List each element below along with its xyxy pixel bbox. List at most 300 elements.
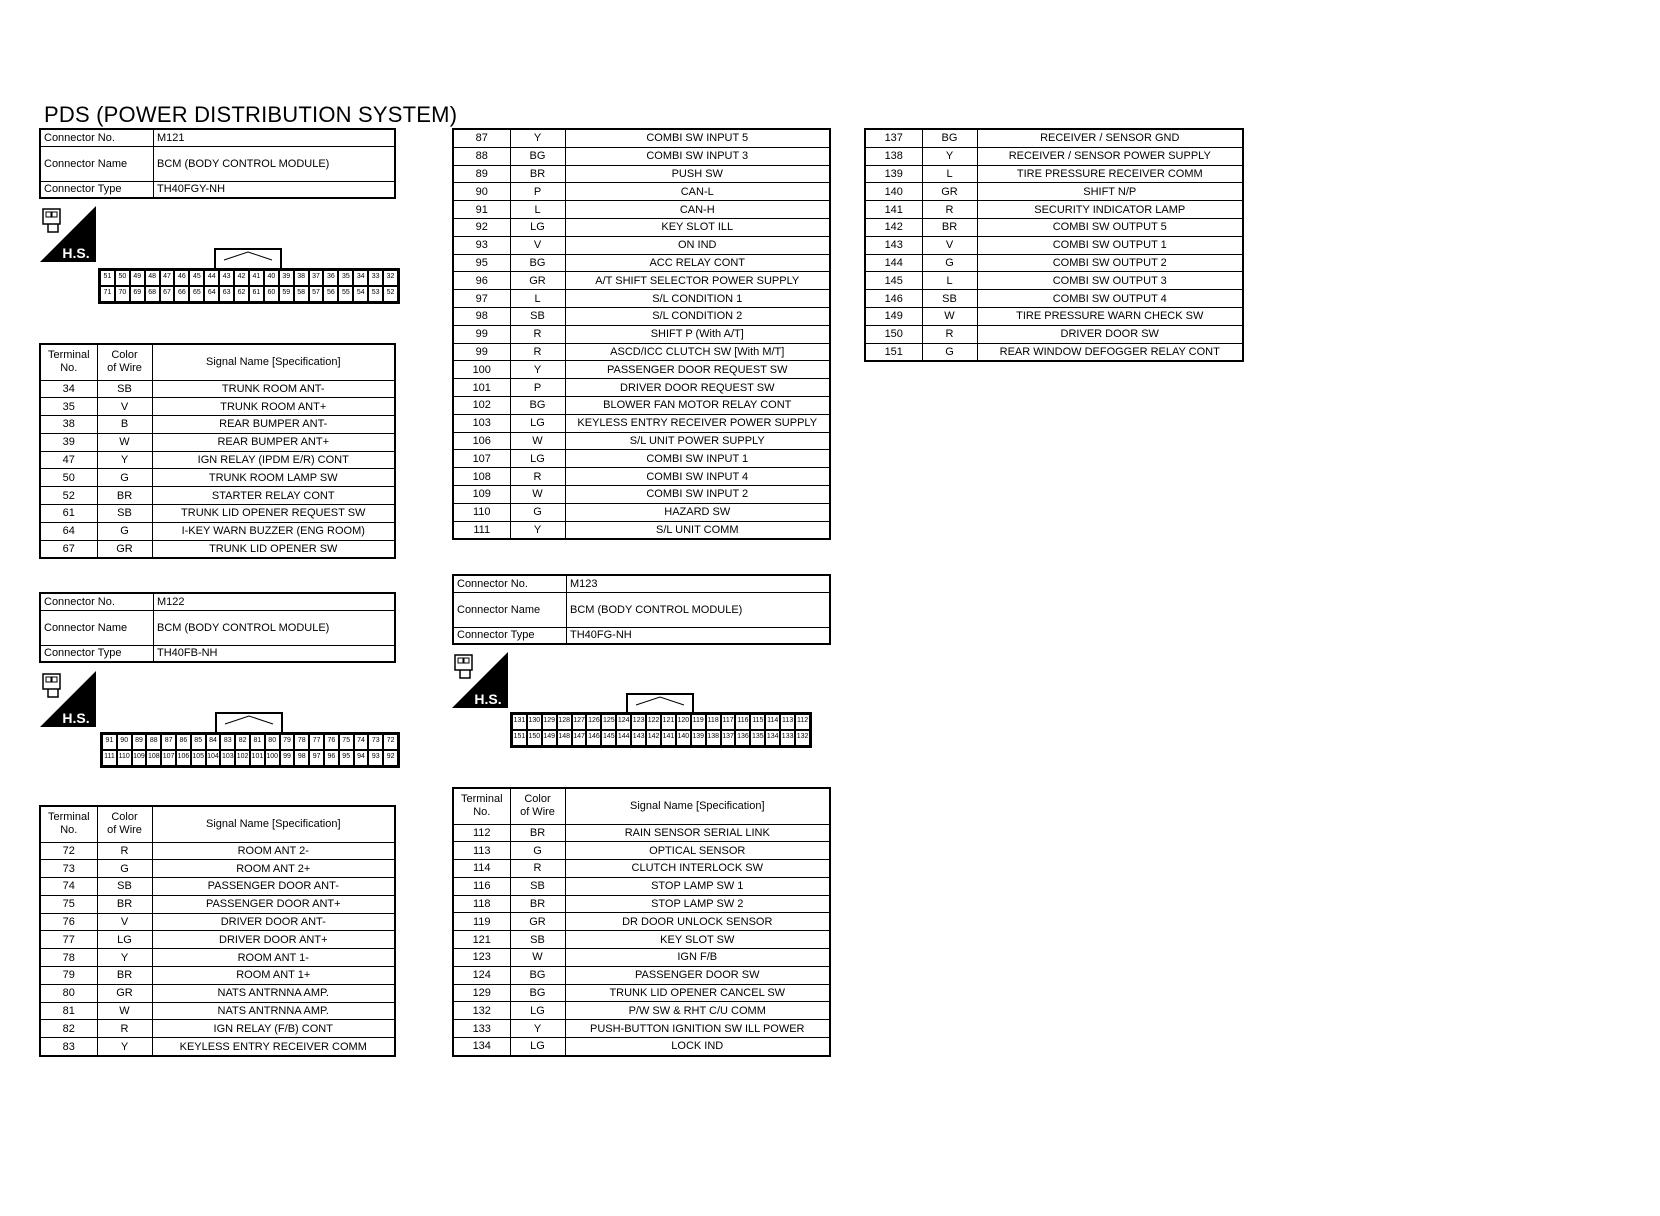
wire-color-cell: G [922,254,977,272]
terminal-no-cell: 77 [40,931,97,949]
terminal-no-cell: 98 [453,307,510,325]
table-row [453,129,830,147]
table-row [453,254,830,272]
pin-cell: 127 [572,714,587,730]
pin-cell: 110 [117,750,132,766]
table-row [865,254,1243,272]
pin-cell: 101 [250,750,265,766]
hs-label: H.S. [62,710,90,726]
table-row [40,931,395,949]
terminal-no-cell: 73 [40,860,97,878]
wire-color-cell: BR [510,824,565,842]
table-row [40,1038,395,1056]
pin-cell: 75 [339,734,354,750]
wire-color-cell: G [97,860,152,878]
signal-name-cell: IGN F/B [565,949,830,967]
table-row [453,521,830,539]
signal-name-cell: COMBI SW INPUT 1 [565,450,830,468]
wire-color-cell: SB [510,307,565,325]
terminal-no-cell: 124 [453,966,510,984]
pin-cell: 66 [174,286,189,302]
pin-cell: 60 [264,286,279,302]
signal-name-cell: PUSH SW [565,165,830,183]
terminal-no-cell: 109 [453,485,510,503]
pin-cell: 150 [527,730,542,746]
terminal-no-cell: 93 [453,236,510,254]
table-row [453,361,830,379]
terminal-no-cell: 80 [40,984,97,1002]
table-row [453,343,830,361]
signal-name-cell: DR DOOR UNLOCK SENSOR [565,913,830,931]
table-row [453,379,830,397]
pin-cell: 85 [191,734,206,750]
pin-cell: 92 [383,750,398,766]
pin-cell: 52 [383,286,398,302]
pin-cell: 50 [115,270,130,286]
pin-cell: 77 [309,734,324,750]
wire-color-cell: Y [97,1038,152,1056]
m121-terminal-table [39,343,396,559]
signal-name-cell: DRIVER DOOR REQUEST SW [565,379,830,397]
terminal-no-cell: 101 [453,379,510,397]
terminal-no-cell: 139 [865,165,922,183]
wire-color-cell: R [510,325,565,343]
signal-name-cell: COMBI SW INPUT 4 [565,468,830,486]
wire-color-cell: GR [510,272,565,290]
m121-info-table [39,128,396,199]
wire-color-cell: V [510,236,565,254]
terminal-no-cell: 138 [865,147,922,165]
signal-name-cell: TRUNK ROOM ANT- [152,380,395,398]
connector-name-label: Connector Name [40,146,154,181]
pin-cell: 107 [161,750,176,766]
pin-cell: 123 [631,714,646,730]
pin-cell: 86 [176,734,191,750]
wire-color-cell: W [510,485,565,503]
pin-cell: 151 [512,730,527,746]
signal-name-cell: KEYLESS ENTRY RECEIVER POWER SUPPLY [565,414,830,432]
terminal-no-cell: 137 [865,129,922,147]
pin-cell: 106 [176,750,191,766]
table-row [865,343,1243,361]
terminal-no-cell: 78 [40,949,97,967]
signal-name-cell: STOP LAMP SW 2 [565,895,830,913]
signal-name-cell: COMBI SW OUTPUT 2 [977,254,1243,272]
terminal-no-cell: 111 [453,521,510,539]
pin-cell: 90 [117,734,132,750]
signal-name-cell: S/L CONDITION 2 [565,307,830,325]
table-row [40,451,395,469]
pin-cell: 112 [795,714,810,730]
pin-cell: 45 [189,270,204,286]
terminal-no-cell: 132 [453,1002,510,1020]
terminal-no-cell: 87 [453,129,510,147]
connector-no-label: Connector No. [453,575,567,592]
wire-color-cell: GR [97,984,152,1002]
pin-cell: 69 [130,286,145,302]
table-row [40,878,395,896]
table-row [453,984,830,1002]
signal-name-cell: PASSENGER DOOR REQUEST SW [565,361,830,379]
m122-info-table [39,592,396,663]
signal-name-header: Signal Name [Specification] [565,788,830,824]
pin-cell: 145 [601,730,616,746]
pin-cell: 62 [234,286,249,302]
signal-name-cell: ROOM ANT 1+ [152,967,395,985]
terminal-no-cell: 64 [40,522,97,540]
pin-cell: 119 [691,714,706,730]
terminal-no-cell: 50 [40,469,97,487]
wire-color-cell: R [97,1020,152,1038]
pin-cell: 84 [206,734,221,750]
signal-name-cell: KEY SLOT SW [565,931,830,949]
signal-name-cell: SHIFT N/P [977,183,1243,201]
terminal-no-cell: 91 [453,201,510,219]
pin-cell: 61 [249,286,264,302]
table-row [453,201,830,219]
terminal-no-cell: 133 [453,1020,510,1038]
pin-cell: 59 [279,286,294,302]
connector-no-value: M123 [567,575,831,592]
table-row [40,967,395,985]
wire-color-cell: BG [510,984,565,1002]
pin-cell: 104 [206,750,221,766]
wire-color-cell: G [510,842,565,860]
signal-name-cell: KEY SLOT ILL [565,218,830,236]
table-row [40,505,395,523]
wire-color-cell: BG [510,396,565,414]
terminal-no-cell: 110 [453,503,510,521]
pin-cell: 125 [601,714,616,730]
signal-name-cell: ON IND [565,236,830,254]
table-row [453,414,830,432]
pin-cell: 49 [130,270,145,286]
wire-color-cell: G [97,522,152,540]
table-row [453,236,830,254]
table-row [40,913,395,931]
wire-color-cell: V [97,913,152,931]
pin-cell: 74 [354,734,369,750]
wire-color-cell: SB [97,505,152,523]
pin-cell: 103 [220,750,235,766]
wire-color-cell: G [510,503,565,521]
pin-cell: 116 [735,714,750,730]
wire-color-cell: LG [510,450,565,468]
pin-cell: 131 [512,714,527,730]
pin-cell: 133 [780,730,795,746]
pin-cell: 139 [691,730,706,746]
signal-name-cell: NATS ANTRNNA AMP. [152,984,395,1002]
harness-side-icon [40,671,96,727]
terminal-no-cell: 67 [40,540,97,558]
terminal-no-cell: 116 [453,877,510,895]
m121-pin-grid [98,268,400,304]
wire-color-cell: Y [97,949,152,967]
wire-color-cell: R [510,468,565,486]
m123-terminal-table-continued [864,128,1244,362]
wire-color-cell: SB [922,290,977,308]
table-row [453,1002,830,1020]
table-row [453,503,830,521]
pin-cell: 33 [368,270,383,286]
wire-color-cell: Y [510,129,565,147]
connector-type-label: Connector Type [40,645,154,662]
wire-color-cell: W [510,432,565,450]
signal-name-cell: PUSH-BUTTON IGNITION SW ILL POWER [565,1020,830,1038]
m123-terminal-table [452,787,831,1057]
table-row [865,218,1243,236]
terminal-no-cell: 103 [453,414,510,432]
pin-cell: 91 [102,734,117,750]
signal-name-cell: ACC RELAY CONT [565,254,830,272]
terminal-no-cell: 129 [453,984,510,1002]
m122-pin-grid [100,732,400,768]
table-row [40,469,395,487]
pin-cell: 146 [586,730,601,746]
pin-cell: 57 [309,286,324,302]
terminal-no-cell: 108 [453,468,510,486]
wire-color-cell: GR [510,913,565,931]
signal-name-cell: REAR BUMPER ANT- [152,416,395,434]
signal-name-cell: PASSENGER DOOR ANT- [152,878,395,896]
terminal-no-cell: 112 [453,824,510,842]
signal-name-cell: PASSENGER DOOR ANT+ [152,895,395,913]
signal-name-cell: I-KEY WARN BUZZER (ENG ROOM) [152,522,395,540]
table-row [453,468,830,486]
pin-cell: 129 [542,714,557,730]
terminal-no-cell: 95 [453,254,510,272]
pin-cell: 109 [132,750,147,766]
wire-color-cell: Y [510,1020,565,1038]
connector-name-label: Connector Name [453,592,567,627]
table-row [453,165,830,183]
table-row [40,522,395,540]
pin-cell: 141 [661,730,676,746]
wire-color-cell: W [97,1002,152,1020]
wire-color-cell: LG [97,931,152,949]
harness-side-icon [40,206,96,262]
pin-cell: 142 [646,730,661,746]
m123-info-table [452,574,831,645]
wire-color-cell: V [922,236,977,254]
terminal-no-cell: 72 [40,842,97,860]
pin-cell: 32 [383,270,398,286]
terminal-no-cell: 142 [865,218,922,236]
hs-label: H.S. [474,691,502,707]
terminal-no-cell: 92 [453,218,510,236]
wire-color-cell: B [97,416,152,434]
signal-name-cell: SECURITY INDICATOR LAMP [977,201,1243,219]
wire-color-cell: W [97,433,152,451]
signal-name-cell: TRUNK ROOM ANT+ [152,398,395,416]
terminal-no-cell: 144 [865,254,922,272]
table-row [453,396,830,414]
connector-no-value: M122 [154,593,396,610]
wire-color-cell: Y [97,451,152,469]
m122-terminal-table [39,805,396,1057]
pin-cell: 36 [323,270,338,286]
terminal-no-cell: 47 [40,451,97,469]
signal-name-cell: SHIFT P (With A/T] [565,325,830,343]
terminal-no-cell: 123 [453,949,510,967]
pin-cell: 63 [219,286,234,302]
m123-pin-grid [510,712,812,748]
wire-color-cell: P [510,379,565,397]
terminal-no-cell: 145 [865,272,922,290]
signal-name-cell: IGN RELAY (F/B) CONT [152,1020,395,1038]
pin-cell: 137 [721,730,736,746]
signal-name-cell: HAZARD SW [565,503,830,521]
signal-name-cell: ROOM ANT 1- [152,949,395,967]
terminal-no-cell: 114 [453,860,510,878]
pin-cell: 98 [294,750,309,766]
connector-type-label: Connector Type [40,181,154,198]
pin-cell: 117 [721,714,736,730]
terminal-no-cell: 35 [40,398,97,416]
signal-name-header: Signal Name [Specification] [152,806,395,842]
connector-name-value: BCM (BODY CONTROL MODULE) [154,146,396,181]
table-row [453,307,830,325]
wire-color-cell: BR [510,165,565,183]
table-row [40,1020,395,1038]
table-row [40,540,395,558]
pin-cell: 135 [750,730,765,746]
table-row [40,984,395,1002]
wire-color-cell: R [510,860,565,878]
signal-name-cell: NATS ANTRNNA AMP. [152,1002,395,1020]
pin-cell: 132 [795,730,810,746]
signal-name-header: Signal Name [Specification] [152,344,395,380]
pin-cell: 78 [294,734,309,750]
table-row [865,147,1243,165]
signal-name-cell: ROOM ANT 2- [152,842,395,860]
pin-cell: 128 [557,714,572,730]
wire-color-cell: SB [510,877,565,895]
pin-cell: 81 [250,734,265,750]
wire-color-cell: W [922,307,977,325]
table-row [40,380,395,398]
pin-cell: 40 [264,270,279,286]
terminal-no-cell: 121 [453,931,510,949]
terminal-no-cell: 82 [40,1020,97,1038]
pin-cell: 70 [115,286,130,302]
wire-color-cell: GR [922,183,977,201]
signal-name-cell: IGN RELAY (IPDM E/R) CONT [152,451,395,469]
pin-cell: 89 [132,734,147,750]
table-row [453,895,830,913]
wire-color-cell: BG [510,254,565,272]
pin-cell: 111 [102,750,117,766]
terminal-no-header: Terminal No. [453,788,510,824]
table-row [40,416,395,434]
signal-name-cell: DRIVER DOOR SW [977,325,1243,343]
pin-cell: 46 [174,270,189,286]
wire-color-cell: SB [97,878,152,896]
pin-cell: 82 [235,734,250,750]
terminal-no-cell: 99 [453,325,510,343]
pin-cell: 122 [646,714,661,730]
terminal-no-cell: 99 [453,343,510,361]
pin-cell: 100 [265,750,280,766]
terminal-no-cell: 76 [40,913,97,931]
table-row [453,931,830,949]
signal-name-cell: REAR WINDOW DEFOGGER RELAY CONT [977,343,1243,361]
pin-cell: 83 [220,734,235,750]
wire-color-cell: R [97,842,152,860]
terminal-no-cell: 83 [40,1038,97,1056]
pin-cell: 65 [189,286,204,302]
pin-cell: 41 [249,270,264,286]
wire-color-cell: L [922,272,977,290]
table-row [453,450,830,468]
wire-color-cell: BR [510,895,565,913]
pin-cell: 54 [353,286,368,302]
connector-type-value: TH40FGY-NH [154,181,396,198]
terminal-no-cell: 39 [40,433,97,451]
signal-name-cell: COMBI SW OUTPUT 1 [977,236,1243,254]
pin-cell: 144 [616,730,631,746]
signal-name-cell: OPTICAL SENSOR [565,842,830,860]
signal-name-cell: S/L UNIT POWER SUPPLY [565,432,830,450]
signal-name-cell: ROOM ANT 2+ [152,860,395,878]
wire-color-cell: V [97,398,152,416]
wire-color-cell: BG [510,966,565,984]
pin-cell: 97 [309,750,324,766]
pin-cell: 38 [294,270,309,286]
terminal-no-cell: 146 [865,290,922,308]
pin-cell: 93 [368,750,383,766]
pin-cell: 147 [572,730,587,746]
pin-cell: 114 [765,714,780,730]
signal-name-cell: DRIVER DOOR ANT+ [152,931,395,949]
terminal-no-cell: 149 [865,307,922,325]
pin-cell: 80 [265,734,280,750]
pin-cell: 71 [100,286,115,302]
signal-name-cell: TRUNK ROOM LAMP SW [152,469,395,487]
wire-color-cell: GR [97,540,152,558]
pin-cell: 88 [146,734,161,750]
table-row [453,325,830,343]
signal-name-cell: CAN-L [565,183,830,201]
terminal-no-cell: 140 [865,183,922,201]
table-row [453,842,830,860]
table-row [40,895,395,913]
pin-cell: 118 [706,714,721,730]
table-row [40,1002,395,1020]
table-row [40,433,395,451]
pin-cell: 120 [676,714,691,730]
signal-name-cell: COMBI SW INPUT 3 [565,147,830,165]
wire-color-cell: LG [510,1002,565,1020]
signal-name-cell: S/L CONDITION 1 [565,290,830,308]
terminal-no-cell: 79 [40,967,97,985]
wire-color-cell: W [510,949,565,967]
pin-cell: 96 [324,750,339,766]
table-row [453,877,830,895]
terminal-no-cell: 102 [453,396,510,414]
table-row [453,218,830,236]
signal-name-cell: TRUNK LID OPENER REQUEST SW [152,505,395,523]
table-row [453,485,830,503]
signal-name-cell: S/L UNIT COMM [565,521,830,539]
table-row [865,165,1243,183]
table-row [40,487,395,505]
pin-cell: 95 [339,750,354,766]
pin-cell: 76 [324,734,339,750]
table-row [453,824,830,842]
signal-name-cell: RECEIVER / SENSOR POWER SUPPLY [977,147,1243,165]
pin-cell: 108 [146,750,161,766]
